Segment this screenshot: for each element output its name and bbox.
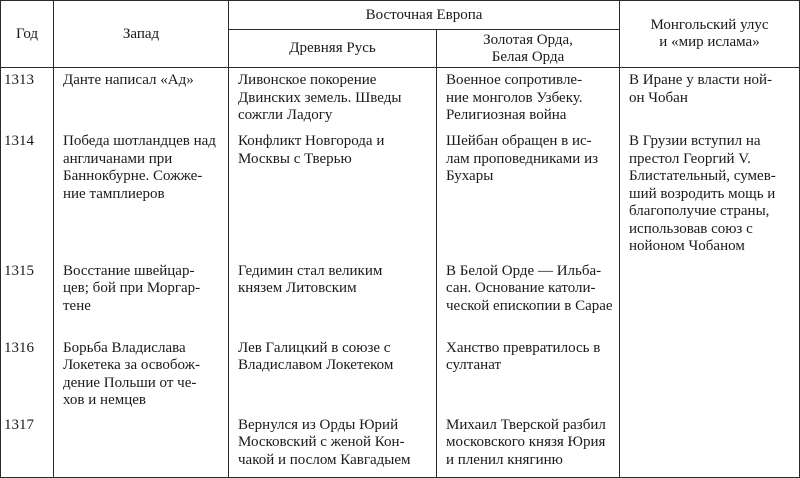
year-cell: 1314 bbox=[1, 130, 54, 260]
header-west: Запад bbox=[54, 1, 229, 68]
west-cell: Борьба Владислава Локетека за освобож- дение Польши от че- хов и немцев bbox=[54, 337, 229, 414]
table-row bbox=[1, 260, 800, 337]
year-cell: 1316 bbox=[1, 337, 54, 414]
header-mongol-ulus: Монгольский улус и «мир ислама» bbox=[620, 1, 800, 68]
west-cell: Данте написал «Ад» bbox=[54, 68, 229, 131]
year-cell: 1313 bbox=[1, 68, 54, 131]
west-cell: Восстание швейцар- цев; бой при Моргар- тене bbox=[54, 260, 229, 337]
table-row bbox=[1, 68, 800, 131]
rus-cell: Лев Галицкий в союзе с Владиславом Локетеком bbox=[229, 337, 437, 414]
mongol-cell: В Грузии вступил на престол Георгий V. Блистательный, сумев- ший возродить мощь и благополучие страны, использовав союз с нойоном Чобаном bbox=[620, 130, 800, 260]
table-row bbox=[1, 414, 800, 478]
mongol-cell bbox=[620, 260, 800, 337]
horde-cell: Военное сопротивле- ние монголов Узбеку. Религиозная война bbox=[437, 68, 620, 131]
rus-cell: Гедимин стал великим князем Литовским bbox=[229, 260, 437, 337]
table-row bbox=[1, 130, 800, 260]
header-golden-horde: Золотая Орда, Белая Орда bbox=[437, 30, 620, 68]
west-cell bbox=[54, 414, 229, 478]
year-cell: 1315 bbox=[1, 260, 54, 337]
header-eastern-europe: Восточная Европа bbox=[229, 1, 620, 30]
rus-cell: Вернулся из Орды Юрий Московский с женой Кон- чакой и послом Кавгадыем bbox=[229, 414, 437, 478]
mongol-cell bbox=[620, 414, 800, 478]
horde-cell: В Белой Орде — Ильба- сан. Основание католи- ческой епископии в Сарае bbox=[437, 260, 620, 337]
horde-cell: Шейбан обращен в ис- лам проповедниками из Бухары bbox=[437, 130, 620, 260]
west-cell: Победа шотландцев над англичанами при Баннокбурне. Сожже- ние тамплиеров bbox=[54, 130, 229, 260]
table-row bbox=[1, 337, 800, 414]
header-year: Год bbox=[1, 1, 54, 68]
rus-cell: Ливонское покорение Двинских земель. Шведы сожгли Ладогу bbox=[229, 68, 437, 131]
year-cell: 1317 bbox=[1, 414, 54, 478]
mongol-cell: В Иране у власти ной- он Чобан bbox=[620, 68, 800, 131]
horde-cell: Михаил Тверской разбил московского князя Юрия и пленил княгиню bbox=[437, 414, 620, 478]
horde-cell: Ханство превратилось в султанат bbox=[437, 337, 620, 414]
rus-cell: Конфликт Новгорода и Москвы с Тверью bbox=[229, 130, 437, 260]
mongol-cell bbox=[620, 337, 800, 414]
header-ancient-rus: Древняя Русь bbox=[229, 30, 437, 68]
